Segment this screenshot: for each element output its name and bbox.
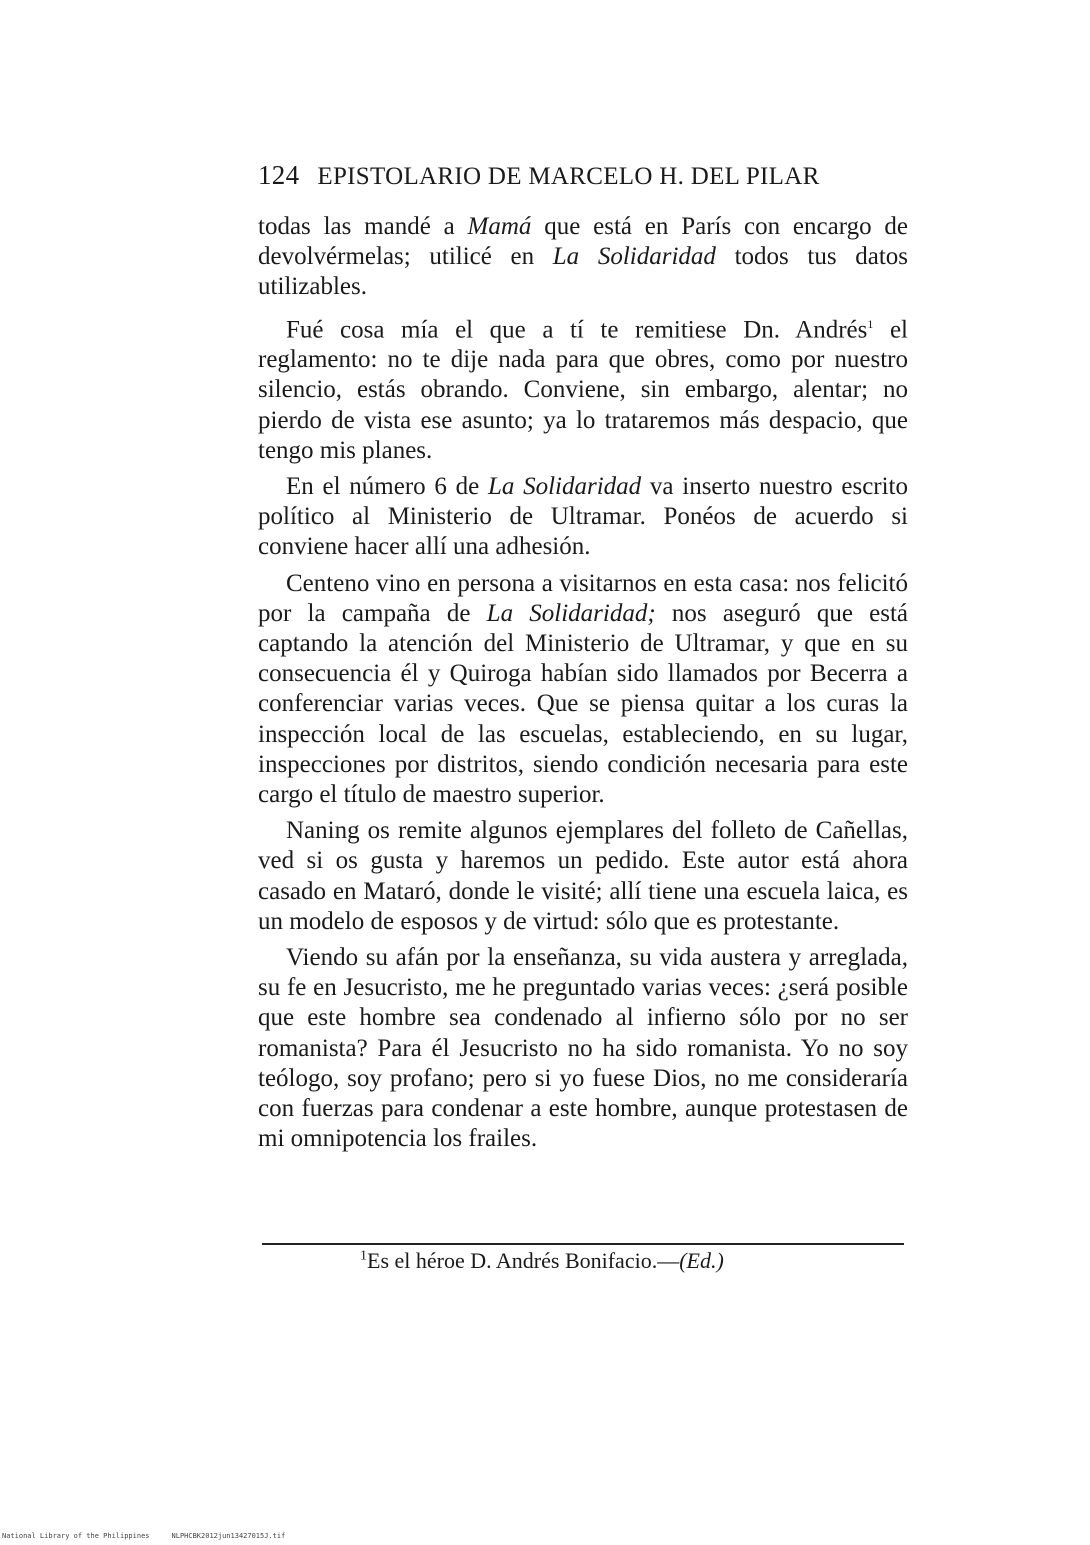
scan-file-id: NLPHCBK2012jun13427015J.tif (171, 1532, 286, 1540)
paragraph-3-emphasis-solidaridad: La Solidaridad (487, 472, 642, 500)
paragraph-4-emphasis-solidaridad: La Solidaridad; (486, 599, 656, 627)
running-header (258, 160, 908, 191)
paragraph-5: Naning os remite algunos ejemplares del folleto de Cañellas, ved si os gusta y haremos un pedido. Este autor está ahora casado en Mataró, donde le visité; allí tiene una escuela laica, es un modelo de esposos y de virtud: sólo que es protestante. (258, 817, 908, 935)
library-credit: National Library of the Philippines (2, 1532, 150, 1540)
paragraph-1-text-a: todas las mandé a (258, 213, 468, 240)
paragraph-2-text-a: Fué cosa mía el que a tí te remitiese Dn. Andrés (286, 315, 868, 343)
paragraph-3 (258, 472, 908, 563)
paragraph-1-text-e: todos tus datos utilizables. (258, 243, 908, 301)
paragraph-6: Viendo su afán por la enseñanza, su vida austera y arreglada, su fe en Jesucristo, me he preguntado varias veces: ¿será posible que este hombre sea condenado al infierno sólo por no ser romanista? Para él Jesucristo no ha sido romanista. Yo no soy teólogo, soy profano; pero si yo fuese Dios, no me consideraría con fuerzas para condenar a este hombre, aunque protestasen de mi omnipotencia los frailes. (258, 944, 908, 1153)
letter-body (258, 212, 908, 1160)
footnote-reference: 1 (867, 316, 874, 331)
running-title: EPISTOLARIO DE MARCELO H. DEL PILAR (317, 163, 820, 190)
paragraph-1-text-c: que está en París con encargo de devolvérmelas; utilicé en (258, 213, 908, 271)
paragraph-1 (258, 212, 908, 303)
paragraph-3-text-c: va inserto nuestro escrito político al Ministerio de Ultramar. Ponéos de acuerdo si conviene hacer allí una adhesión. (258, 472, 909, 561)
footnote-editor-note: (Ed.) (679, 1248, 724, 1273)
paragraph-1-emphasis-solidaridad: La Solidaridad (552, 243, 716, 271)
paragraph-3-text-a: En el número 6 de (286, 472, 488, 500)
scan-footer-stamp (2, 1532, 307, 1540)
paragraph-2-text-b: el reglamento: no te dije nada para que obres, como por nuestro silencio, estás obrando. Conviene, sin embargo, alentar; no pierdo de vista ese asunto; ya lo trataremos más despacio, que tengo mis planes. (258, 315, 908, 464)
footnote-text: Es el héroe D. Andrés Bonifacio.— (367, 1248, 680, 1273)
paragraph-4-text-c: nos aseguró que está captando la atención del Ministerio de Ultramar, y que en su consecuencia él y Quiroga habían sido llamados por Becerra a conferenciar varias veces. Que se piensa quitar a los curas la inspección local de las escuelas, estableciendo, en su lugar, inspecciones por distritos, siendo condición necesaria para este cargo el título de maestro superior. (258, 599, 908, 808)
paragraph-4 (258, 569, 908, 811)
footnote (360, 1248, 920, 1274)
footnote-divider (262, 1243, 904, 1245)
paragraph-1-emphasis-mama: Mamá (467, 213, 532, 240)
footnote-marker: 1 (360, 1248, 367, 1264)
page-number: 124 (258, 160, 300, 190)
paragraph-2 (258, 309, 908, 466)
paragraph-4-text-a: Centeno vino en persona a visitarnos en esta casa: nos felicitó por la campaña de (258, 569, 908, 627)
